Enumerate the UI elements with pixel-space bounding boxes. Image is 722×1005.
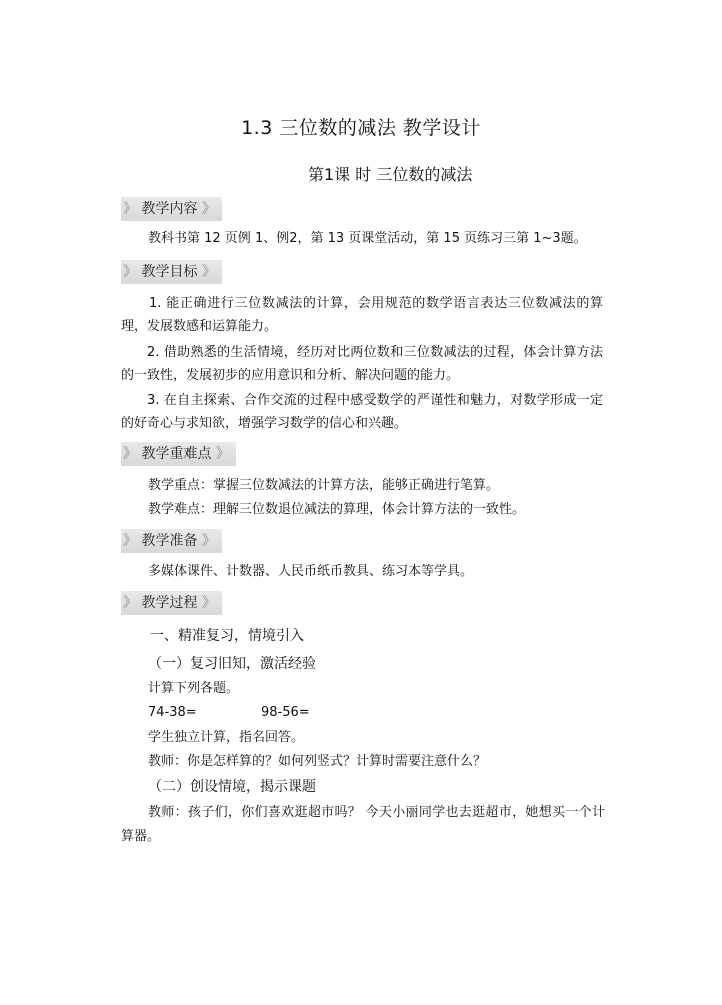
process-answer: 学生独立计算，指名回答。 [148,730,305,745]
section-title: 教学准备 [141,533,198,549]
process-part-1: 一、精准复习，情境引入 [150,628,304,644]
difficult-point: 教学难点：理解三位数退位减法的算理，体会计算方法的一致性。 [148,502,526,517]
section-mark-left: 》 [123,595,137,611]
section-mark-right: 》 [201,264,216,280]
goal-3: 3. 在自主探索、合作交流的过程中感受数学的严谨性和魅力，对数学形成一定的好奇心与求知欲，增强学习数学的信心和兴趣。 [121,393,603,431]
section-mark-left: 》 [123,201,137,217]
content-text: 教科书第 12 页例 1、例2，第 13 页课堂活动，第 15 页练习三第 1~3题。 [148,231,587,246]
process-sub-2: （二）创设情境，揭示课题 [148,779,316,795]
section-mark-left: 》 [123,264,137,280]
teacher-question: 教师：你是怎样算的？如何列竖式？计算时需要注意什么？ [148,754,487,769]
section-title: 教学内容 [141,201,198,217]
section-header-goals [121,260,222,284]
document-title: 1.3 三位数的减法 教学设计 [241,117,481,139]
section-mark-right: 》 [201,201,216,217]
section-title: 教学目标 [141,264,198,280]
section-mark-right: 》 [201,595,216,611]
key-point: 教学重点：掌握三位数减法的计算方法，能够正确进行笔算。 [148,478,500,493]
section-title: 教学重难点 [141,446,212,462]
section-mark-left: 》 [123,533,137,549]
goal-1: 1. 能正确进行三位数减法的计算，会用规范的数学语言表达三位数减法的算理，发展数感和运算能力。 [121,296,603,334]
section-header-content [121,197,222,221]
expression-1: 74-38= [148,705,197,720]
teacher-intro: 教师：孩子们，你们喜欢逛超市吗？ 今天小丽同学也去逛超市，她想买一个计算器。 [121,805,605,844]
section-header-keypoints [121,442,236,466]
goal-2: 2. 借助熟悉的生活情境，经历对比两位数和三位数减法的过程，体会计算方法的一致性，发展初步的应用意识和分析、解决问题的能力。 [121,345,603,383]
lesson-subtitle: 第1课 时 三位数的减法 [308,165,473,184]
section-header-prep [121,529,222,553]
section-mark-left: 》 [123,446,137,462]
section-title: 教学过程 [141,595,198,611]
section-mark-right: 》 [215,446,230,462]
process-sub-1: （一）复习旧知，激活经验 [148,656,316,672]
section-header-process [121,591,222,615]
section-mark-right: 》 [201,533,216,549]
expression-2: 98-56= [261,705,310,720]
process-task: 计算下列各题。 [148,681,240,696]
prep-text: 多媒体课件、计数器、人民币纸币教具、练习本等学具。 [148,564,474,579]
